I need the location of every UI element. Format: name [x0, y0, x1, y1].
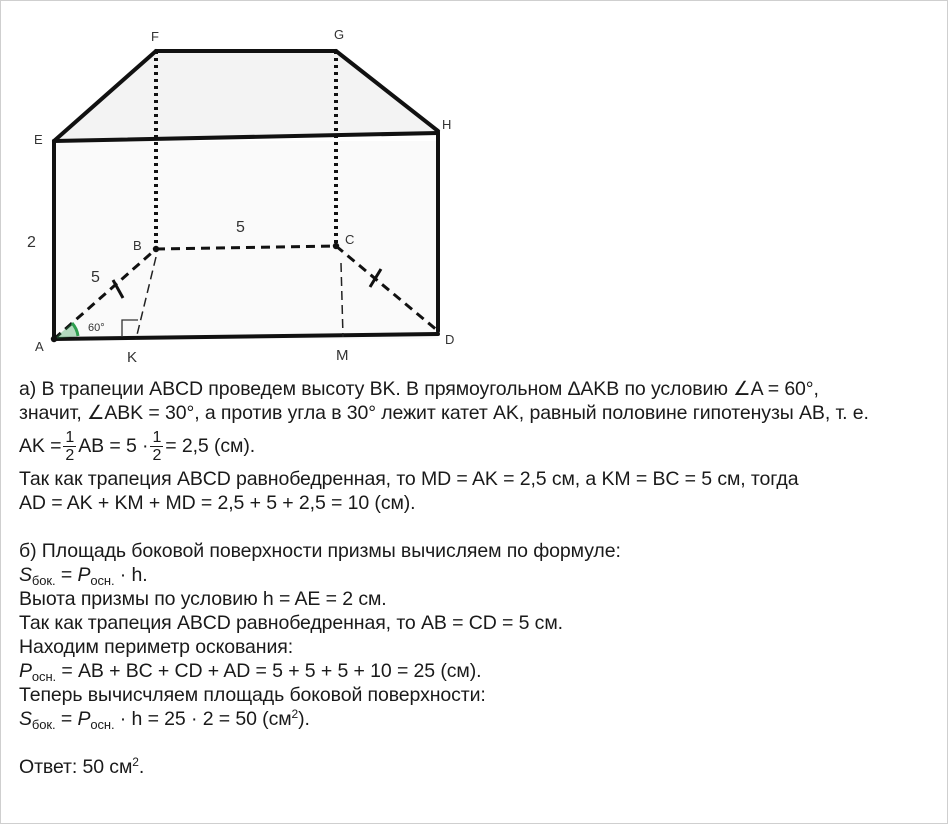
part-b-line-4: Так как трапеция ABCD равнобедренная, то AB = CD = 5 см.	[19, 612, 563, 634]
fraction-one-half-2	[150, 429, 163, 464]
label-A: A	[35, 339, 44, 354]
label-H: H	[442, 117, 452, 132]
fraction-one-half-1	[63, 429, 76, 464]
vertex-B-dot	[153, 246, 159, 252]
formula-eq: =	[55, 564, 78, 586]
vertex-A-dot	[51, 336, 57, 342]
perimeter-tail: = AB + BC + CD + AD = 5 + 5 + 5 + 10 = 25 (см).	[56, 660, 482, 682]
ak-formula-mid: AB = 5 ·	[78, 435, 149, 457]
answer-sup: 2	[132, 755, 139, 769]
label-B: B	[133, 238, 142, 253]
part-a-line-1: а) В трапеции ABCD проведем высоту BK. В прямоугольном ΔAKB по условию ∠A = 60°,	[19, 378, 819, 400]
spacer	[19, 731, 939, 755]
label-D: D	[445, 332, 455, 347]
label-E: E	[34, 132, 43, 147]
label-AE-length: 2	[27, 234, 36, 251]
part-a-line-4: Так как трапеция ABCD равнобедренная, то MD = AK = 2,5 см, а KM = BC = 5 см, тогда	[19, 468, 799, 490]
area-end: ).	[298, 708, 310, 730]
part-a-line-2: значит, ∠ABK = 30°, а против угла в 30° лежит катет AK, равный половине гипотенузы AB, т. е.	[19, 402, 869, 424]
part-a-line-5: AD = AK + KM + MD = 2,5 + 5 + 2,5 = 10 (см).	[19, 492, 416, 514]
label-BC-length: 5	[236, 219, 245, 236]
area-s: S	[19, 708, 32, 730]
label-F: F	[151, 29, 159, 44]
side-face-shade	[54, 141, 438, 339]
answer-line	[19, 755, 939, 779]
label-C: C	[345, 232, 355, 247]
part-b-line-3: Выота призмы по условию h = AE = 2 см.	[19, 588, 387, 610]
solution-text	[19, 377, 939, 779]
formula-p: P	[77, 564, 91, 586]
ak-formula-end: = 2,5 (см).	[165, 435, 256, 457]
part-b-line-8	[19, 707, 939, 731]
perimeter-p: P	[19, 660, 32, 682]
prism-figure	[1, 1, 501, 376]
spacer	[19, 515, 939, 539]
part-a-line-3	[19, 425, 939, 467]
label-M: M	[336, 347, 349, 364]
perimeter-p-sub: осн.	[31, 669, 57, 684]
label-AB-length: 5	[91, 269, 100, 286]
answer-text: Ответ: 50 см	[19, 756, 133, 778]
label-K: K	[127, 349, 138, 366]
ak-formula-start: AK =	[19, 435, 62, 457]
label-G: G	[334, 27, 345, 42]
part-b-line-2	[19, 563, 939, 587]
part-b-line-7: Теперь вычисчляем площадь боковой поверхности:	[19, 684, 486, 706]
formula-s-sub: бок.	[31, 573, 56, 588]
area-tail: · h = 25 · 2 = 50 (см	[114, 708, 292, 730]
vertex-C-dot	[333, 243, 339, 249]
part-b-line-1: б) Площадь боковой поверхности призмы вычисляем по формуле:	[19, 540, 621, 562]
formula-p-sub: осн.	[90, 573, 115, 588]
fraction-denominator: 2	[152, 446, 162, 464]
area-p-sub: осн.	[90, 717, 115, 732]
label-angle-A: 60°	[88, 322, 105, 334]
area-sup: 2	[291, 707, 299, 721]
area-p: P	[77, 708, 91, 730]
part-b-line-6	[19, 659, 939, 683]
answer-end: .	[138, 756, 145, 778]
fraction-numerator: 1	[152, 428, 162, 446]
formula-tail: · h.	[114, 564, 148, 586]
fraction-numerator: 1	[65, 428, 75, 446]
area-eq: =	[55, 708, 78, 730]
area-s-sub: бок.	[31, 717, 56, 732]
fraction-denominator: 2	[65, 446, 75, 464]
top-face-shade	[54, 51, 438, 141]
formula-s: S	[19, 564, 32, 586]
part-b-line-5: Находим периметр оскования:	[19, 636, 294, 658]
